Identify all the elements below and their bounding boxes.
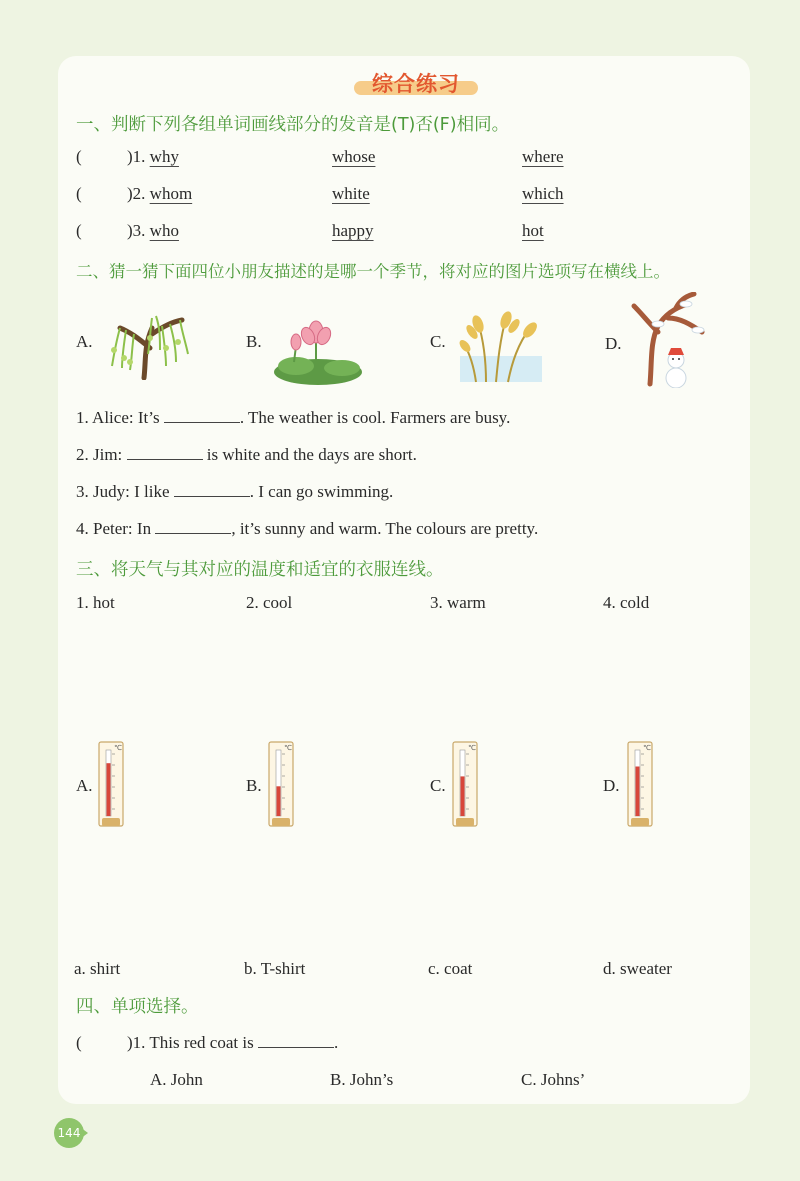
s1-row1-word1: why xyxy=(149,147,179,166)
s2-q1-post: . The weather is cool. Farmers are busy. xyxy=(239,408,511,427)
s1-row1-word2 xyxy=(332,147,375,167)
s2-question-1 xyxy=(76,408,510,428)
thermometer-a-label: A. xyxy=(76,776,93,795)
choice-c[interactable]: C. Johns’ xyxy=(521,1070,586,1089)
s1-row3-word3 xyxy=(522,221,544,241)
thermometer-mercury xyxy=(636,767,640,817)
page-title: 综合练习 xyxy=(372,72,460,96)
clothes-shirt[interactable]: a. shirt xyxy=(74,959,121,978)
s1-row1-bracket[interactable]: ( xyxy=(76,147,82,166)
thermometer-mercury xyxy=(461,776,465,816)
title-block xyxy=(360,68,472,96)
s1-row2-bracket[interactable]: ( xyxy=(76,184,82,203)
thermometer-unit: ℃ xyxy=(468,744,476,752)
thermometer-mercury xyxy=(277,786,281,816)
s2-q2-post: is white and the days are short. xyxy=(202,445,417,464)
thermometer-b[interactable] xyxy=(267,740,295,828)
s2-q1-pre: 1. Alice: It’s xyxy=(76,408,164,427)
s1-row1-word3 xyxy=(522,147,564,167)
thermometer-d[interactable] xyxy=(626,740,654,828)
thermometer-base xyxy=(102,818,120,826)
season-option-a-label: A. xyxy=(76,332,93,351)
s1-row3-word2-text: happy xyxy=(332,221,374,240)
weather-hot[interactable]: 1. hot xyxy=(76,593,115,612)
weather-cool[interactable]: 2. cool xyxy=(246,593,293,612)
clothes-coat[interactable]: c. coat xyxy=(428,959,473,978)
s2-q2-pre: 2. Jim: xyxy=(76,445,127,464)
s1-row3-word2 xyxy=(332,221,374,241)
s4-q1-text: )1. This red coat is xyxy=(127,1033,258,1052)
s2-question-2 xyxy=(76,445,417,465)
section2-heading: 二、猜一猜下面四位小朋友描述的是哪一个季节，将对应的图片选项写在横线上。 xyxy=(76,262,670,281)
thermometer-a[interactable] xyxy=(97,740,125,828)
s2-q3-pre: 3. Judy: I like xyxy=(76,482,174,501)
section4-heading: 四、单项选择。 xyxy=(76,997,199,1017)
s2-q2-blank[interactable] xyxy=(127,445,203,460)
s2-q4-blank[interactable] xyxy=(155,519,231,534)
s1-row2-word1: whom xyxy=(149,184,193,203)
s1-row2-word2-text: white xyxy=(332,184,370,203)
clothes-tshirt[interactable]: b. T-shirt xyxy=(244,959,306,978)
s1-row2-label xyxy=(127,184,192,204)
s2-q4-pre: 4. Peter: In xyxy=(76,519,156,538)
thermometer-base xyxy=(456,818,474,826)
choice-a[interactable]: A. John xyxy=(150,1070,203,1089)
thermometer-unit: ℃ xyxy=(643,744,651,752)
s2-question-3 xyxy=(76,482,393,502)
willow-tree-image xyxy=(100,298,192,380)
s2-q4-post: , it’s sunny and warm. The colours are pretty. xyxy=(231,519,539,538)
rice-plant-image xyxy=(456,302,546,384)
thermometer-d-label: D. xyxy=(603,776,620,795)
s1-row2-word3 xyxy=(522,184,564,204)
s1-row1-label xyxy=(127,147,179,167)
s1-row3-num: )3. xyxy=(127,221,150,240)
thermometer-c-label: C. xyxy=(430,776,446,795)
s1-row1-word2-text: whose xyxy=(332,147,376,166)
lotus-image xyxy=(272,310,364,386)
thermometer-base xyxy=(272,818,290,826)
s1-row3-label xyxy=(127,221,179,241)
thermometer-unit: ℃ xyxy=(284,744,292,752)
s1-row3-word3-text: hot xyxy=(522,221,544,240)
s4-q1-end: . xyxy=(333,1033,339,1052)
s4-q1-bracket[interactable]: ( xyxy=(76,1033,82,1052)
thermometer-base xyxy=(631,818,649,826)
winter-tree-snowman-image xyxy=(628,292,720,388)
season-option-c-label: C. xyxy=(430,332,446,351)
thermometer-b-label: B. xyxy=(246,776,262,795)
thermometer-unit: ℃ xyxy=(114,744,122,752)
s2-q3-post: . I can go swimming. xyxy=(249,482,394,501)
choice-b[interactable]: B. John’s xyxy=(330,1070,394,1089)
s1-row3-bracket[interactable]: ( xyxy=(76,221,82,240)
s4-q1-blank[interactable] xyxy=(258,1033,334,1048)
s1-row2-num: )2. xyxy=(127,184,150,203)
section1-heading: 一、判断下列各组单词画线部分的发音是(T)否(F)相同。 xyxy=(76,115,510,135)
s1-row2-word3-text: which xyxy=(522,184,564,203)
thermometer-c[interactable] xyxy=(451,740,479,828)
section3-heading: 三、将天气与其对应的温度和适宜的衣服连线。 xyxy=(76,560,444,580)
s2-question-4 xyxy=(76,519,538,539)
s4-question-1 xyxy=(127,1033,338,1053)
season-option-b-label: B. xyxy=(246,332,262,351)
clothes-sweater[interactable]: d. sweater xyxy=(603,959,672,978)
s1-row1-num: )1. xyxy=(127,147,150,166)
s1-row2-word2 xyxy=(332,184,370,204)
s2-q1-blank[interactable] xyxy=(164,408,240,423)
thermometer-mercury xyxy=(107,763,111,816)
s1-row1-word3-text: where xyxy=(522,147,564,166)
weather-warm[interactable]: 3. warm xyxy=(430,593,486,612)
season-option-d-label: D. xyxy=(605,334,622,353)
s2-q3-blank[interactable] xyxy=(174,482,250,497)
s1-row3-word1: who xyxy=(149,221,179,240)
page-number: 144 xyxy=(54,1118,84,1148)
weather-cold[interactable]: 4. cold xyxy=(603,593,650,612)
